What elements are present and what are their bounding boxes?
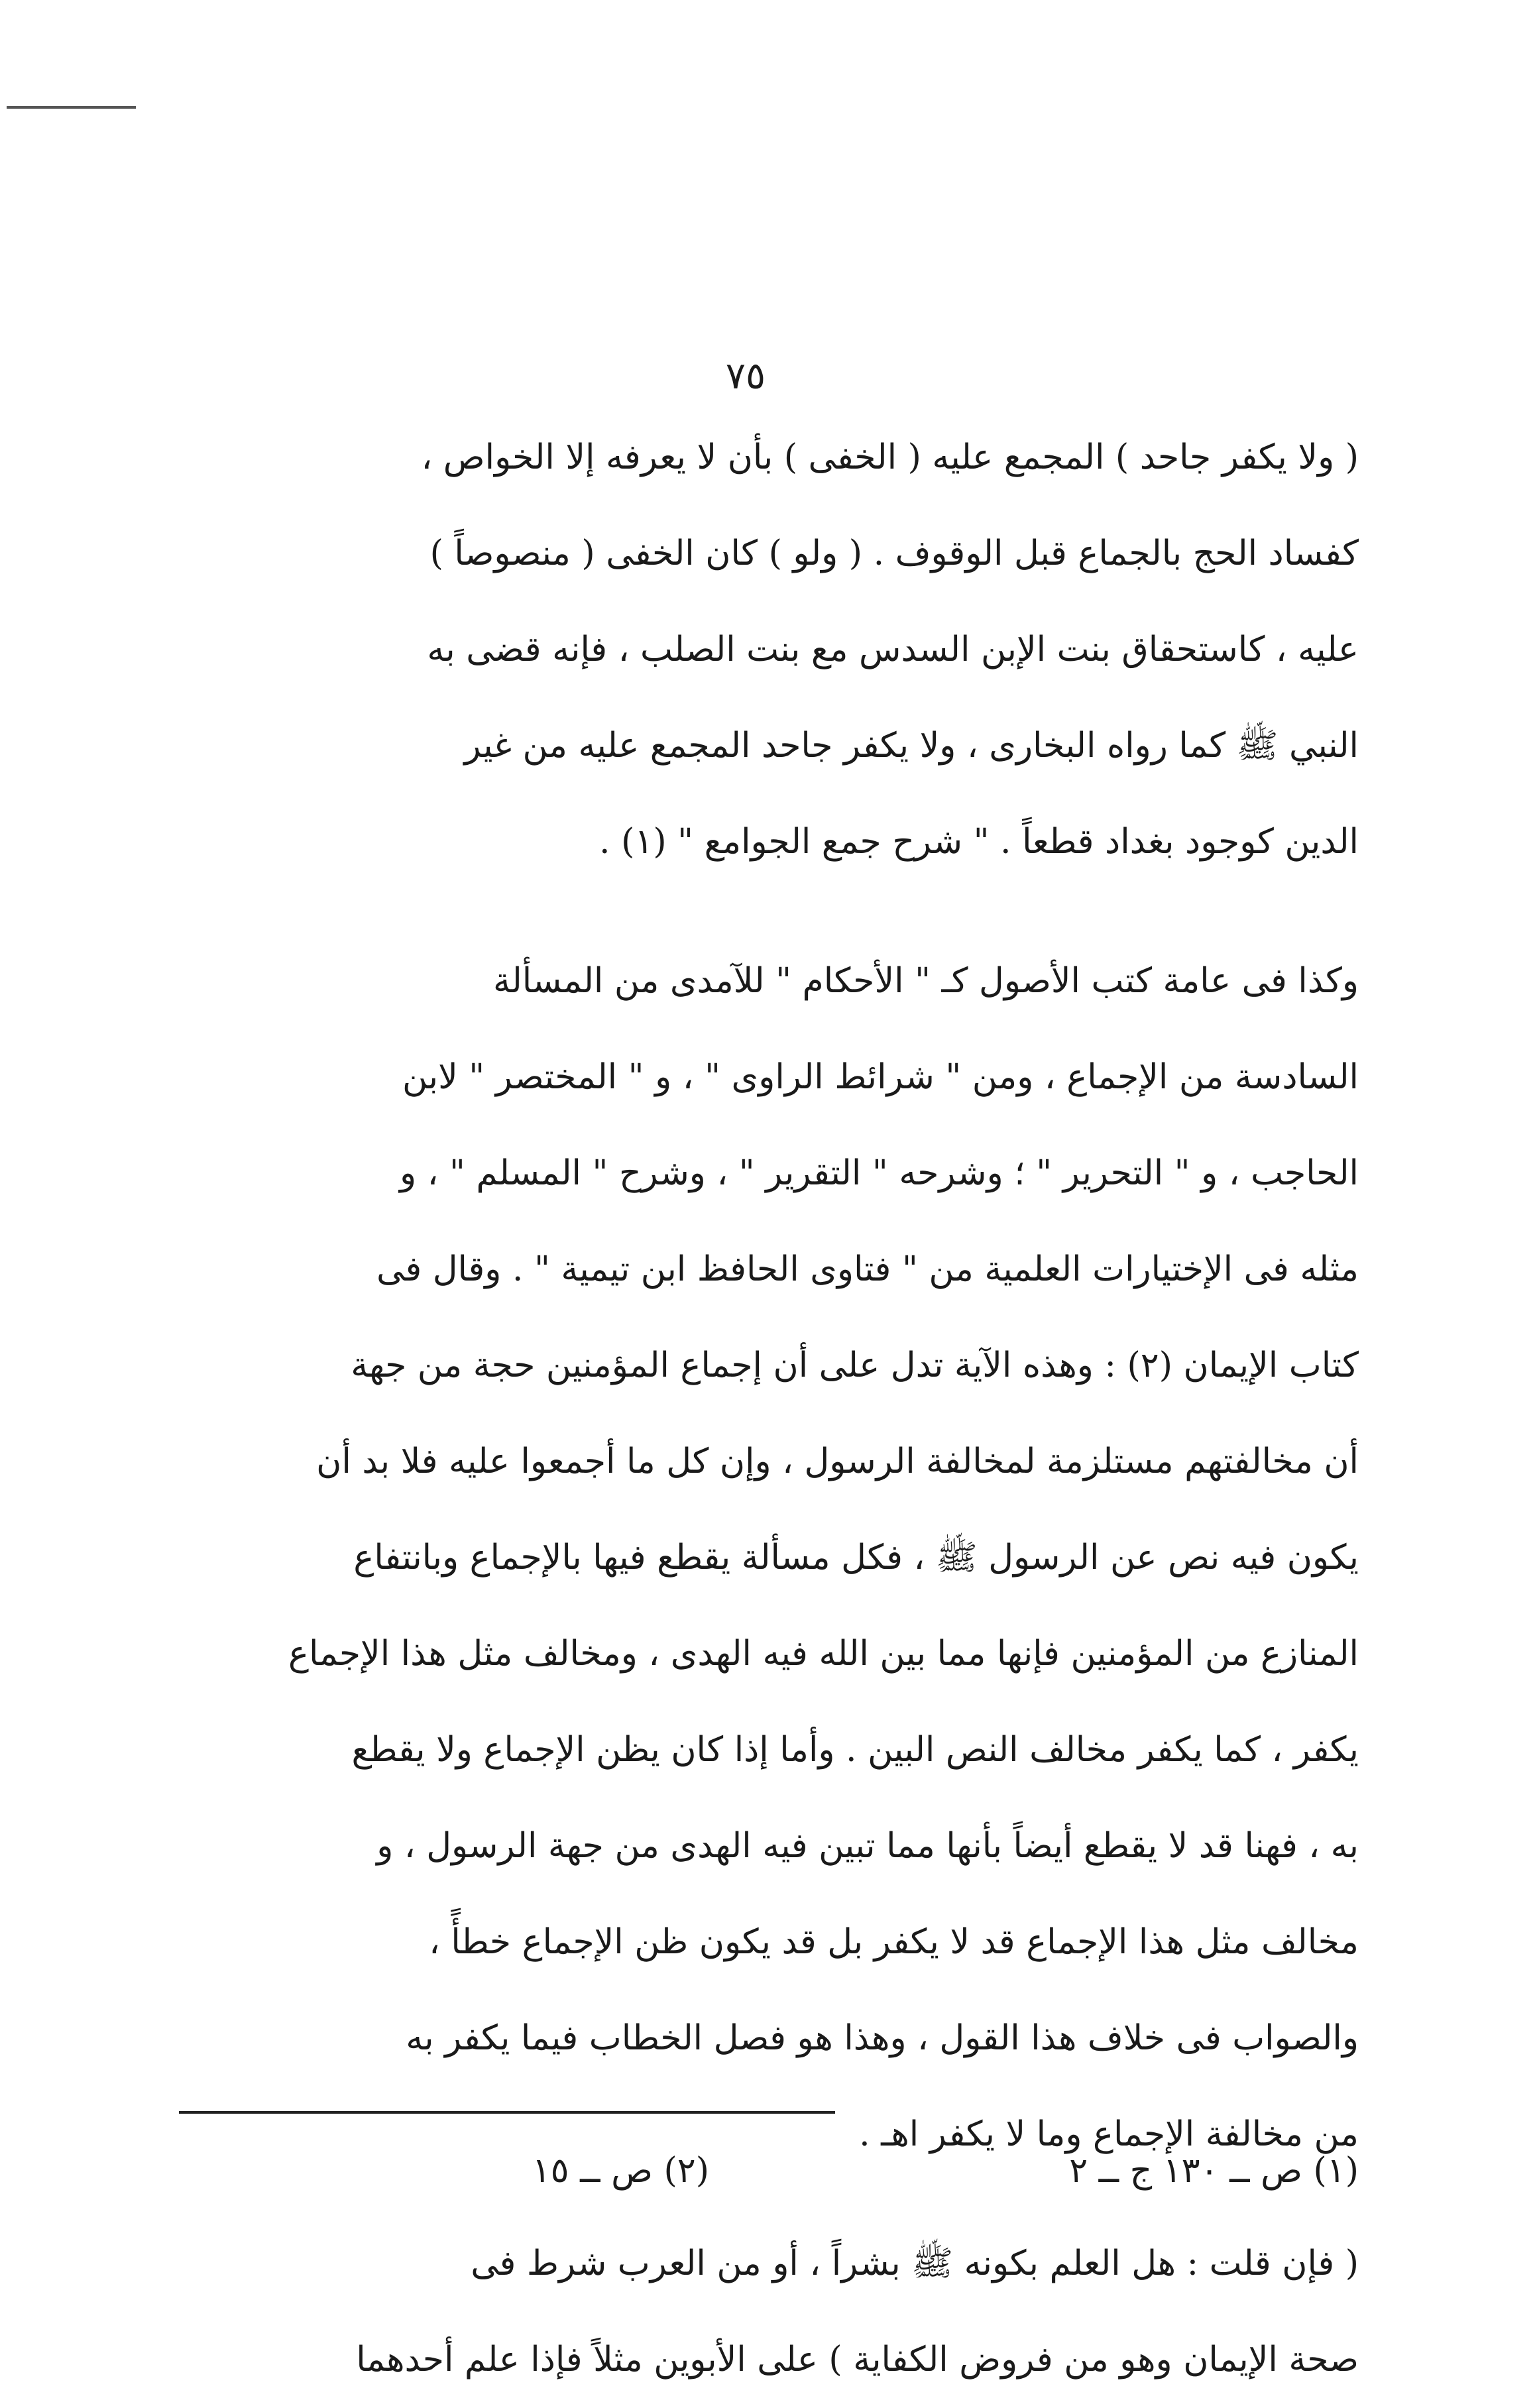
text-line: الحاجب ، و " التحرير " ؛ وشرحه " التقرير " ، وشرح " المسلم " ، و xyxy=(400,1153,1359,1193)
text-line: عليه ، كاستحقاق بنت الإبن السدس مع بنت الصلب ، فإنه قضى به xyxy=(427,630,1359,669)
text-line: ( فإن قلت : هل العلم بكونه ﷺ بشراً ، أو من العرب شرط فى xyxy=(471,2244,1359,2283)
text-line: يكون فيه نص عن الرسول ﷺ ، فكل مسألة يقطع فيها بالإجماع وبانتفاع xyxy=(353,1538,1359,1577)
text-line: من مخالفة الإجماع وما لا يكفر اهـ . xyxy=(859,2114,1359,2154)
text-line: مخالف مثل هذا الإجماع قد لا يكفر بل قد يكون ظن الإجماع خطأً ، xyxy=(429,1922,1359,1962)
footnote-2: (٢) ص ــ ١٥ xyxy=(532,2151,709,2191)
paragraph xyxy=(133,933,1359,2183)
body-text xyxy=(133,410,1359,2408)
text-line: به ، فهنا قد لا يقطع أيضاً بأنها مما تبين فيه الهدى من جهة الرسول ، و xyxy=(376,1826,1359,1866)
text-line: كفساد الحج بالجماع قبل الوقوف . ( ولو ) كان الخفى ( منصوصاً ) xyxy=(429,534,1359,573)
text-line: الدين كوجود بغداد قطعاً . " شرح جمع الجوامع " (١) . xyxy=(599,822,1359,862)
page-number: ٧٥ xyxy=(725,355,766,398)
text-line: السادسة من الإجماع ، ومن " شرائط الراوى " ، و " المختصر " لابن xyxy=(402,1057,1359,1097)
text-line: أن مخالفتهم مستلزمة لمخالفة الرسول ، وإن كل ما أجمعوا عليه فلا بد أن xyxy=(316,1442,1359,1481)
text-line: والصواب فى خلاف هذا القول ، وهذا هو فصل الخطاب فيما يكفر به xyxy=(406,2018,1359,2058)
text-line: مثله فى الإختيارات العلمية من " فتاوى الحافظ ابن تيمية " . وقال فى xyxy=(376,1249,1359,1289)
text-line: يكفر ، كما يكفر مخالف النص البين . وأما إذا كان يظن الإجماع ولا يقطع xyxy=(351,1730,1359,1770)
footnote-1: (١) ص ــ ١٣٠ ج ــ ٢ xyxy=(1069,2151,1359,2191)
book-page xyxy=(133,278,1359,2379)
paragraph xyxy=(133,2216,1359,2408)
text-line: النبي ﷺ كما رواه البخارى ، ولا يكفر جاحد المجمع عليه من غير xyxy=(464,726,1359,766)
text-line: صحة الإيمان وهو من فروض الكفاية ) على الأبوين مثلاً فإذا علم أحدهما xyxy=(356,2340,1359,2379)
text-line: المنازع من المؤمنين فإنها مما بين الله فيه الهدى ، ومخالف مثل هذا الإجماع xyxy=(288,1634,1359,1674)
paragraph xyxy=(133,410,1359,890)
text-line: كتاب الإيمان (٢) : وهذه الآية تدل على أن إجماع المؤمنين حجة من جهة xyxy=(351,1346,1359,1385)
footnote-divider xyxy=(179,2111,835,2114)
text-line: وكذا فى عامة كتب الأصول كـ " الأحكام " للآمدى من المسألة xyxy=(493,961,1359,1001)
scan-edge-mark xyxy=(7,106,136,109)
text-line: ( ولا يكفر جاحد ) المجمع عليه ( الخفى ) بأن لا يعرفه إلا الخواص ، xyxy=(421,437,1359,477)
